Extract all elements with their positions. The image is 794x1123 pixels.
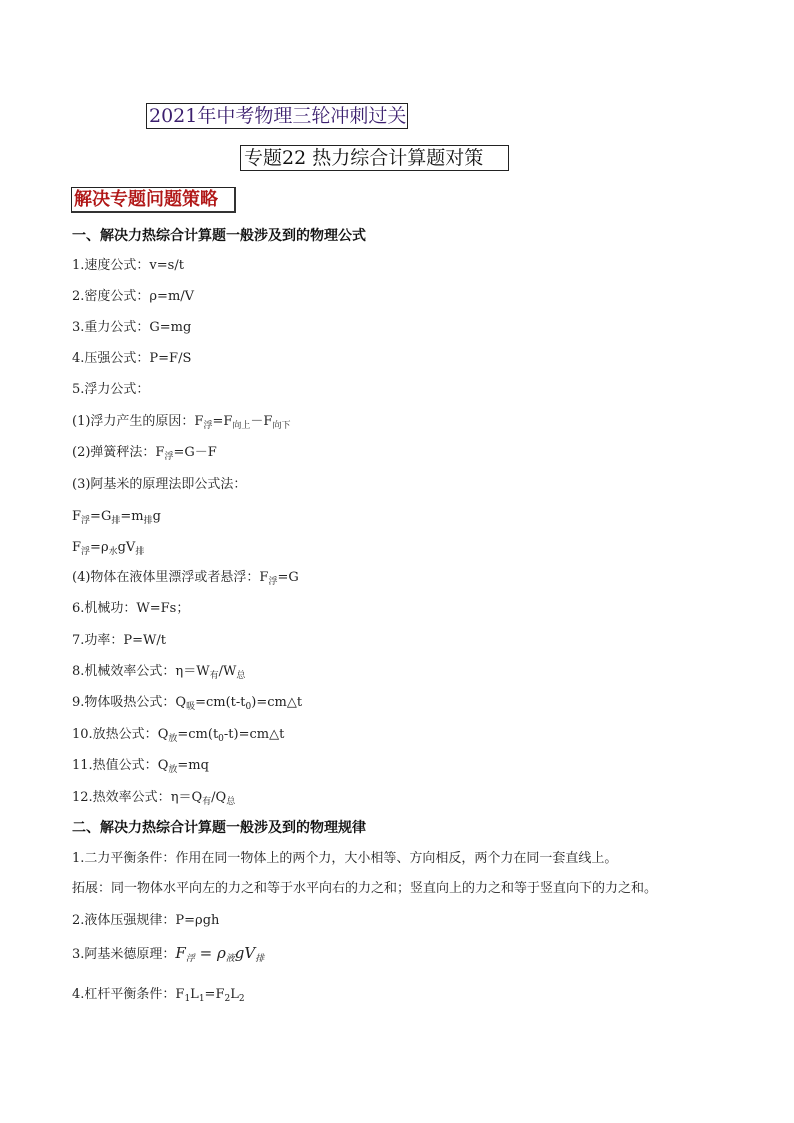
formula-buoyancy: [72, 381, 149, 399]
formula-label: 11.热值公式：: [72, 758, 158, 773]
document-sub-title: 专题22 热力综合计算题对策: [240, 145, 509, 171]
formula-label: 12.热效率公式：: [72, 790, 171, 805]
buoyancy-archimedes: [72, 476, 246, 494]
formula-label: 4.杠杆平衡条件：: [72, 987, 176, 1002]
section-tag: 解决专题问题策略: [71, 187, 236, 213]
buoyancy-archimedes-formula-1: $F_浮=G_排=m_排g$: [72, 509, 161, 526]
formula-text: v=s/t: [149, 258, 184, 273]
formula-heat-value: 11.热值公式：$Q_放=mq$: [72, 758, 209, 775]
formula-gravity: [72, 319, 191, 337]
formula-label: 9.物体吸热公式：: [72, 695, 176, 710]
formula-text: W=Fs；: [136, 601, 190, 616]
formula-label: 10.放热公式：: [72, 727, 158, 742]
formula-label: 2.密度公式：: [72, 289, 150, 304]
rule-two-force-balance: 1.二力平衡条件：作用在同一物体上的两个力，大小相等、方向相反，两个力在同一套直线上。: [72, 851, 618, 866]
formula-label: 4.压强公式：: [72, 351, 150, 366]
formula-mech-efficiency: 8.机械效率公式：$\eta=W_有/W_总$: [72, 664, 246, 681]
formula-label: 5.浮力公式：: [72, 382, 150, 397]
formula-power: [72, 632, 166, 650]
formula-text: P=ρgh: [175, 913, 220, 928]
formula-thermal-efficiency: 12.热效率公式：$\eta=Q_有/Q_总$: [72, 790, 236, 807]
formula-text: P=F/S: [149, 351, 192, 366]
formula-label: 1.速度公式：: [72, 258, 150, 273]
formula-pressure: [72, 350, 191, 368]
formula-label: (1)浮力产生的原因：: [72, 414, 195, 429]
formula-label: (2)弹簧秤法：: [72, 445, 156, 460]
rule-liquid-pressure: [72, 912, 219, 930]
formula-speed: [72, 257, 184, 275]
document-main-title: 2021年中考物理三轮冲刺过关: [146, 103, 408, 129]
formula-label: (4)物体在液体里漂浮或者悬浮：: [72, 570, 260, 585]
formula-heat-absorb: 9.物体吸热公式：$Q_吸=cm(t-t_0)=cm\triangle t$: [72, 695, 303, 712]
formula-text: P=W/t: [123, 633, 167, 648]
rule-two-force-extension: 拓展：同一物体水平向左的力之和等于水平向右的力之和；竖直向上的力之和等于竖直向下的力之和。: [72, 881, 658, 896]
formula-work: [72, 600, 189, 618]
formula-text: ρ=m/V: [149, 289, 195, 304]
formula-label: 8.机械效率公式：: [72, 664, 176, 679]
formula-label: 2.液体压强规律：: [72, 913, 176, 928]
buoyancy-float: (4)物体在液体里漂浮或者悬浮：$F_浮=G$: [72, 570, 299, 587]
formula-density: [72, 288, 194, 306]
buoyancy-archimedes-formula-2: $F_浮=\rho_水gV_排$: [72, 540, 145, 557]
formula-text: G=mg: [149, 320, 192, 335]
part1-heading: 一、解决力热综合计算题一般涉及到的物理公式: [72, 228, 366, 244]
rule-lever-balance: 4.杠杆平衡条件：$F_1L_1=F_2L_2$: [72, 987, 245, 1004]
formula-heat-release: 10.放热公式：$Q_放=cm(t_0-t)=cm\triangle t$: [72, 727, 285, 744]
rule-archimedes: 3.阿基米德原理：$F_浮 = \rho_液gV_排$: [72, 944, 265, 964]
formula-label: 7.功率：: [72, 633, 124, 648]
buoyancy-cause: (1)浮力产生的原因：$F_浮=F_{向上}-F_{向下}$: [72, 414, 291, 431]
formula-label: 3.重力公式：: [72, 320, 150, 335]
part2-heading: 二、解决力热综合计算题一般涉及到的物理规律: [72, 820, 366, 836]
formula-label: 6.机械功：: [72, 601, 137, 616]
buoyancy-spring: (2)弹簧秤法：$F_浮=G-F$: [72, 445, 217, 462]
formula-label: 3.阿基米德原理：: [72, 947, 176, 962]
formula-label: (3)阿基米的原理法即公式法：: [72, 477, 247, 492]
